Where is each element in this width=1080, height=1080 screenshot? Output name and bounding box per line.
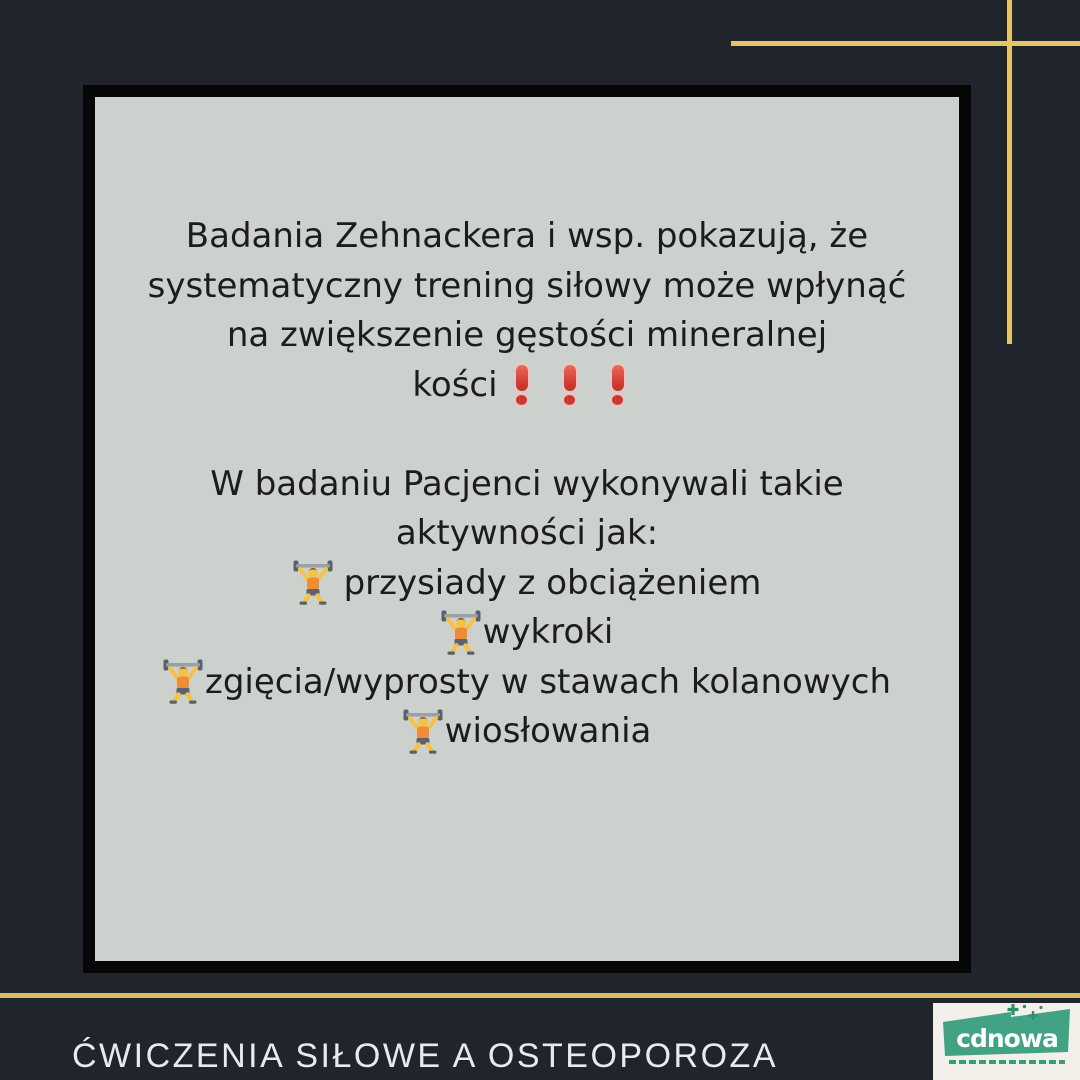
weightlifter-icon bbox=[163, 658, 203, 704]
paragraph1-line-1: Badania Zehnackera i wsp. pokazują, że bbox=[185, 216, 869, 256]
paragraph1-line-4 bbox=[95, 361, 959, 411]
bullet-label: wiosłowania bbox=[444, 711, 652, 751]
paragraph2-line-1: W badaniu Pacjenci wykonywali takie bbox=[210, 463, 844, 504]
content-card bbox=[83, 85, 971, 973]
gold-horizontal-accent-line-top bbox=[731, 41, 1080, 46]
weightlifter-icon bbox=[441, 609, 481, 655]
weightlifter-icon bbox=[403, 708, 443, 754]
red-exclamation-icon bbox=[563, 365, 577, 406]
sparkle-dot-icon bbox=[1023, 1005, 1026, 1008]
red-exclamation-icon bbox=[515, 365, 529, 406]
exclamation-group bbox=[498, 365, 642, 406]
bullet-row bbox=[95, 608, 959, 658]
bullet-row bbox=[95, 707, 959, 757]
logo-wordmark: cdnowa bbox=[956, 1024, 1058, 1053]
card-text-block bbox=[95, 97, 959, 757]
bullet-label: zgięcia/wyprosty w stawach kolanowych bbox=[204, 661, 891, 702]
sparkle-dot-icon bbox=[1039, 1006, 1042, 1009]
cdnowa-logo bbox=[933, 1003, 1080, 1080]
red-exclamation-icon bbox=[611, 365, 625, 406]
bullet-row bbox=[95, 658, 959, 708]
paragraph1-line-2: systematyczny trening siłowy może wpłynąć bbox=[147, 265, 907, 306]
bullet-row bbox=[95, 559, 959, 609]
gold-horizontal-accent-line-bottom bbox=[0, 993, 1080, 998]
paragraph2-line-2: aktywności jak: bbox=[395, 513, 659, 553]
logo-tagline-strip bbox=[949, 1060, 1065, 1064]
footer-caption: ĆWICZENIA SIŁOWE A OSTEOPOROZA bbox=[72, 1037, 778, 1075]
paragraph1-line-3: na zwiększenie gęstości mineralnej bbox=[226, 315, 828, 355]
paragraph-gap bbox=[95, 410, 959, 460]
paragraph1-last-line-text: kości bbox=[412, 364, 498, 405]
bullet-label: wykroki bbox=[482, 612, 614, 652]
gold-vertical-accent-line bbox=[1007, 0, 1012, 344]
bullet-label: przysiady z obciążeniem bbox=[343, 562, 762, 603]
weightlifter-icon bbox=[293, 559, 333, 605]
